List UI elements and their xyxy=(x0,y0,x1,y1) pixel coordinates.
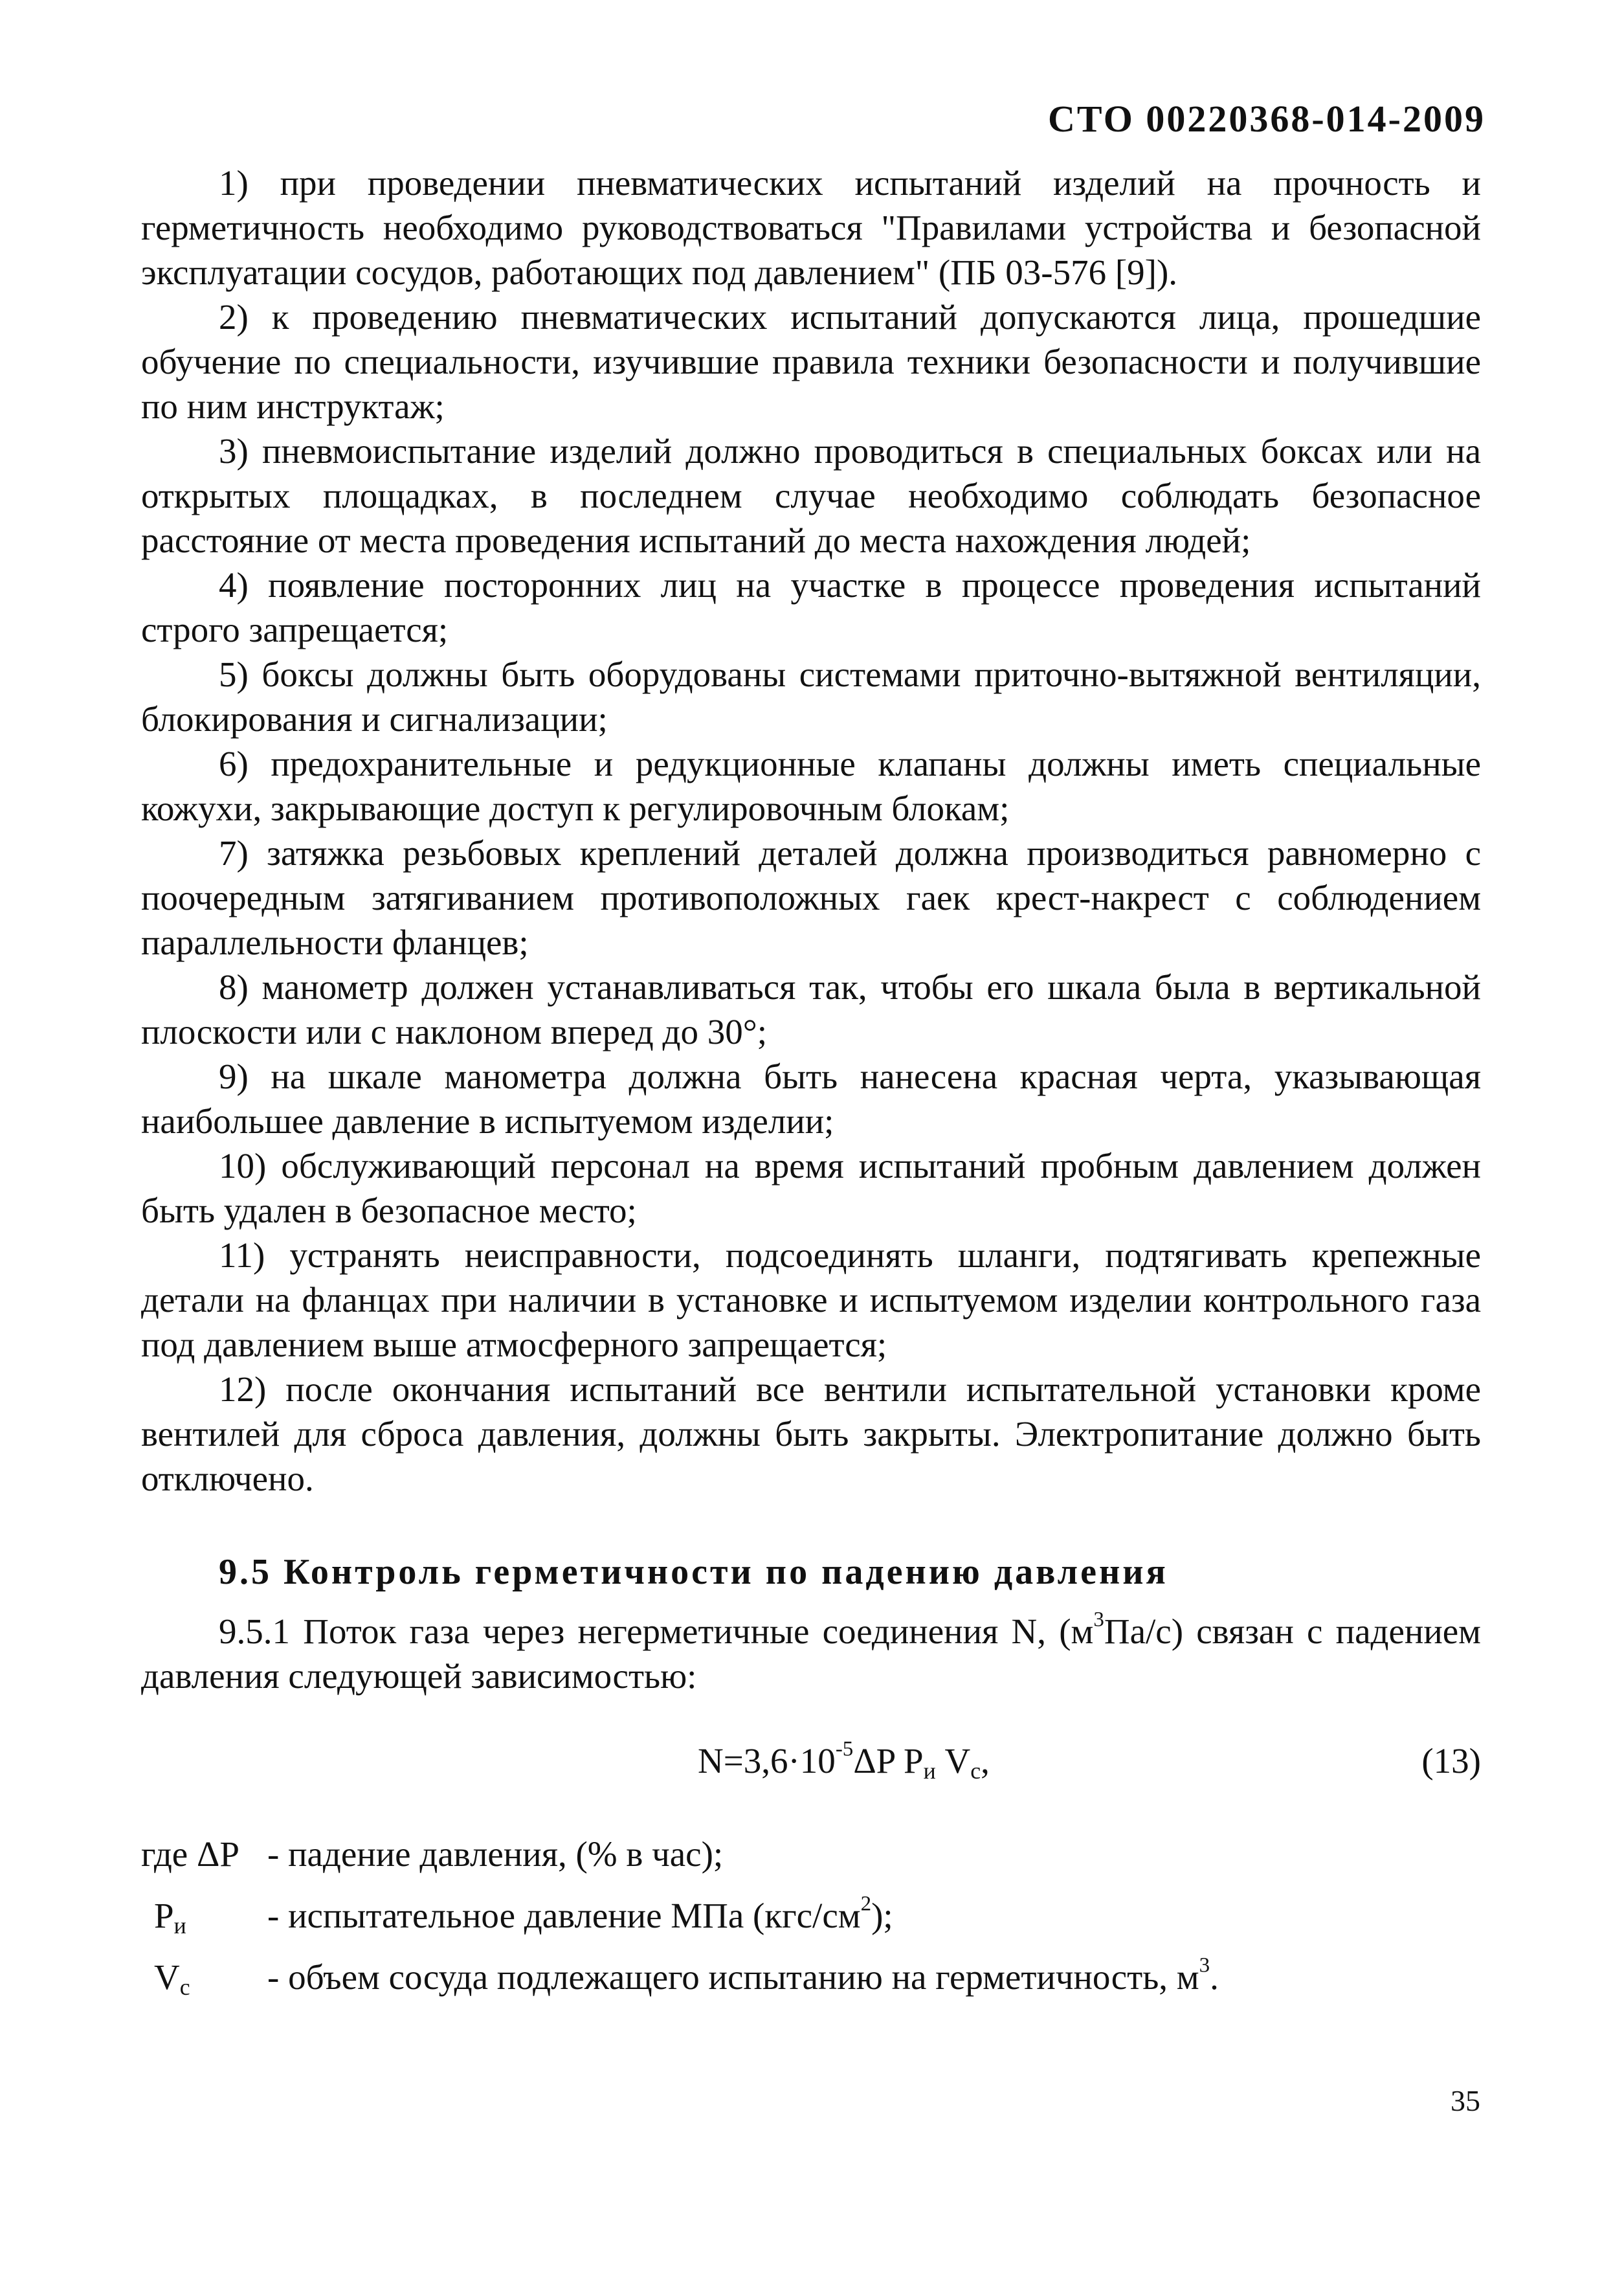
legend-definition-superscript: 2 xyxy=(860,1892,872,1916)
list-item: 2) к проведению пневматических испытаний допускаются лица, прошедшие обучение по специальности, изучившие правила техники безопасности и получившие по ним инструктаж; xyxy=(141,297,1481,426)
list-item: 11) устранять неисправности, подсоединять шланги, подтягивать крепежные детали на фланцах при наличии в установке и испытуемом изделии контрольного газа под давлением выше атмосферного запрещается; xyxy=(141,1235,1481,1364)
legend-symbol xyxy=(154,1955,190,1999)
section-paragraph xyxy=(141,1609,1481,1698)
formula xyxy=(698,1738,990,1783)
list-item: 10) обслуживающий персонал на время испытаний пробным давлением должен быть удален в безопасное место; xyxy=(141,1146,1481,1230)
formula-legend xyxy=(141,1832,1481,2016)
formula-volume: V xyxy=(935,1741,971,1781)
legend-symbol-subscript: и xyxy=(173,1912,186,1938)
legend-definition-end: ); xyxy=(871,1896,893,1935)
paragraph-superscript: 3 xyxy=(1093,1608,1104,1632)
document-code: СТО 00220368-014-2009 xyxy=(1047,98,1485,140)
legend-symbol-letter: V xyxy=(154,1957,180,1997)
list-item: 12) после окончания испытаний все вентили испытательной установки кроме вентилей для сброса давления, должны быть закрыты. Электропитание должно быть отключено. xyxy=(141,1369,1481,1498)
page-number: 35 xyxy=(1451,2084,1480,2117)
formula-subscript-vessel: с xyxy=(970,1757,981,1784)
legend-definition-end: . xyxy=(1210,1957,1219,1997)
list-item: 1) при проведении пневматических испытаний изделий на прочность и герметичность необходимо руководствоваться "Правилами устройства и безопасной эксплуатации сосудов, работающих под давлением" (ПБ 03-576 [9]). xyxy=(141,163,1481,292)
formula-number: (13) xyxy=(1421,1741,1481,1781)
list-item: 4) появление посторонних лиц на участке в процессе проведения испытаний строго запрещается; xyxy=(141,565,1481,649)
legend-definition: - падение давления, (% в час); xyxy=(267,1834,724,1874)
legend-definition xyxy=(267,1893,893,1938)
legend-definition-text: - объем сосуда подлежащего испытанию на герметичность, м xyxy=(267,1957,1199,1997)
formula-exponent: -5 xyxy=(835,1737,854,1761)
formula-lhs: N=3,6·10 xyxy=(698,1741,836,1781)
legend-symbol-letter: P xyxy=(154,1896,174,1935)
section-heading: 9.5 Контроль герметичности по падению давления xyxy=(219,1552,1168,1592)
body-text xyxy=(141,161,1481,2016)
legend-symbol-subscript: с xyxy=(179,1973,190,2000)
formula-pressure-drop: ΔP P xyxy=(853,1741,924,1781)
list-item: 8) манометр должен устанавливаться так, чтобы его шкала была в вертикальной плоскости или с наклоном вперед до 30°; xyxy=(141,967,1481,1051)
list-item: 5) боксы должны быть оборудованы системами приточно-вытяжной вентиляции, блокирования и сигнализации; xyxy=(141,655,1481,739)
legend-symbol xyxy=(154,1893,186,1938)
formula-tail: , xyxy=(981,1741,990,1781)
legend-symbol: где ΔP xyxy=(141,1834,239,1874)
paragraph-text-start: 9.5.1 Поток газа через негерметичные соединения N, (м xyxy=(219,1612,1094,1651)
legend-row xyxy=(141,1955,1481,2016)
list-item: 6) предохранительные и редукционные клапаны должны иметь специальные кожухи, закрывающие доступ к регулировочным блокам; xyxy=(141,744,1481,828)
legend-row xyxy=(141,1893,1481,1955)
formula-subscript-test: и xyxy=(923,1757,936,1784)
paragraph-text-end: Па/с) связан с падением давления следующей зависимостью: xyxy=(141,1612,1481,1696)
list-item: 3) пневмоиспытание изделий должно проводиться в специальных боксах или на открытых площадках, в последнем случае необходимо соблюдать безопасное расстояние от места проведения испытаний до места нахождения людей; xyxy=(141,431,1481,560)
legend-definition-text: - испытательное давление МПа (кгс/см xyxy=(267,1896,861,1935)
legend-row xyxy=(141,1832,1481,1893)
legend-definition-superscript: 3 xyxy=(1199,1953,1210,1977)
formula-row xyxy=(141,1738,1481,1785)
list-item: 9) на шкале манометра должна быть нанесена красная черта, указывающая наибольшее давление в испытуемом изделии; xyxy=(141,1057,1481,1141)
legend-definition xyxy=(267,1955,1219,1999)
list-item: 7) затяжка резьбовых креплений деталей должна производиться равномерно с поочередным затягиванием противоположных гаек крест-накрест с соблюдением параллельности фланцев; xyxy=(141,833,1481,962)
